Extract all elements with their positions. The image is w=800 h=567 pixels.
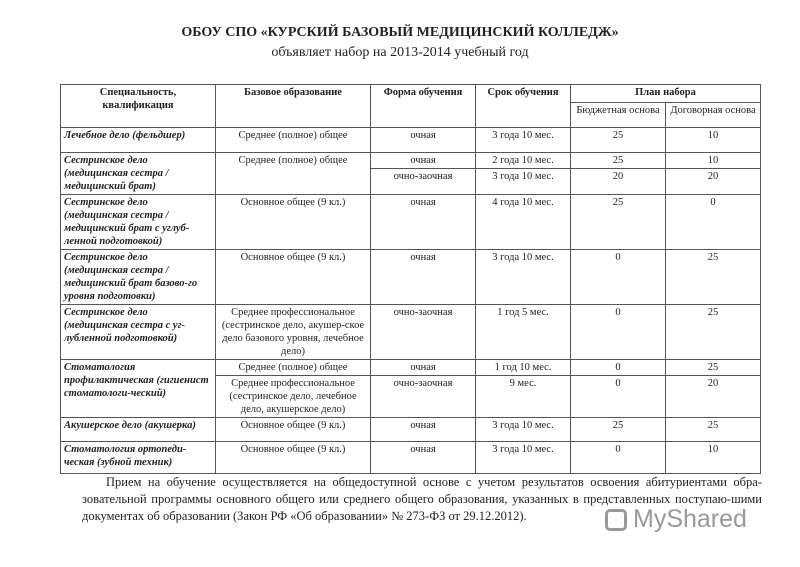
- cell-form: очная: [371, 442, 476, 474]
- cell-term: 3 года 10 мес.: [476, 250, 571, 305]
- table-row: [61, 360, 761, 376]
- cell-term: 1 год 5 мес.: [476, 305, 571, 360]
- cell-term: 3 года 10 мес.: [476, 128, 571, 153]
- cell-form2: очно-заочная: [371, 376, 476, 418]
- cell-term2: 3 года 10 мес.: [476, 169, 571, 195]
- cell-spec: Сестринское дело (медицинская сестра / медицинский брат базово-го уровня подготовки): [61, 250, 216, 305]
- document-subtitle: объявляет набор на 2013-2014 учебный год: [271, 45, 529, 60]
- cell-form: очно-заочная: [371, 305, 476, 360]
- cell-base: Основное общее (9 кл.): [216, 442, 371, 474]
- cell-budget: 0: [571, 360, 666, 376]
- cell-spec: Сестринское дело (медицинская сестра с уг-лубленной подготовкой): [61, 305, 216, 360]
- cell-budget: 0: [571, 250, 666, 305]
- cell-base: Среднее профессиональное (сестринское дело, акушер-ское дело базового уровня, лечебное дело): [216, 305, 371, 360]
- cell-spec: Лечебное дело (фельдшер): [61, 128, 216, 153]
- cell-budget2: 20: [571, 169, 666, 195]
- cell-contract: 10: [666, 128, 761, 153]
- cell-spec: Акушерское дело (акушерка): [61, 418, 216, 442]
- cell-base: Среднее (полное) общее: [216, 360, 371, 376]
- table-row: [61, 195, 761, 250]
- cell-contract: 10: [666, 153, 761, 169]
- cell-contract: 10: [666, 442, 761, 474]
- cell-form2: очно-заочная: [371, 169, 476, 195]
- cell-contract: 0: [666, 195, 761, 250]
- footer-note: Прием на обучение осуществляется на общедоступной основе с учетом результатов освоения абитуриентами обра-зовательной программы основного общего или среднего общего образования, указанных в представленных поступаю-шими документах об образовании (Закон РФ «Об образовании» № 273-ФЗ от 29.12.2012).: [82, 475, 762, 523]
- cell-spec: Сестринское дело (медицинская сестра / медицинский брат с углуб-ленной подготовкой): [61, 195, 216, 250]
- document-title: ОБОУ СПО «КУРСКИЙ БАЗОВЫЙ МЕДИЦИНСКИЙ КОЛЛЕДЖ»: [181, 25, 619, 40]
- cell-base: Среднее (полное) общее: [216, 128, 371, 153]
- cell-form: очная: [371, 418, 476, 442]
- watermark-text: MyShared: [633, 505, 747, 533]
- cell-term: 2 года 10 мес.: [476, 153, 571, 169]
- cell-term: 3 года 10 мес.: [476, 442, 571, 474]
- table-row: [61, 250, 761, 305]
- col-spec: Специальность, квалификация: [61, 85, 216, 128]
- cell-base: Среднее (полное) общее: [216, 153, 371, 195]
- watermark-logo: [605, 505, 747, 534]
- cell-contract: 25: [666, 418, 761, 442]
- cell-budget: 0: [571, 442, 666, 474]
- cell-contract: 25: [666, 360, 761, 376]
- cell-budget: 25: [571, 418, 666, 442]
- col-budget: Бюджетная основа: [571, 103, 666, 128]
- cell-form: очная: [371, 153, 476, 169]
- cell-form: очная: [371, 360, 476, 376]
- cell-budget: 25: [571, 128, 666, 153]
- table-row: [61, 153, 761, 169]
- cell-contract: 25: [666, 305, 761, 360]
- cell-spec: Стоматология профилактическая (гигиенист стоматологи-ческий): [61, 360, 216, 418]
- play-icon: [605, 509, 627, 531]
- cell-budget: 25: [571, 153, 666, 169]
- col-base: Базовое образование: [216, 85, 371, 128]
- cell-base2: Среднее профессиональное (сестринское дело, лечебное дело, акушерское дело): [216, 376, 371, 418]
- cell-term2: 9 мес.: [476, 376, 571, 418]
- table-row: [61, 305, 761, 360]
- admission-table: [60, 84, 761, 474]
- col-contract: Договорная основа: [666, 103, 761, 128]
- col-plan: План набора: [571, 85, 761, 103]
- cell-spec: Стоматология ортопеди-ческая (зубной техник): [61, 442, 216, 474]
- table-row: [61, 442, 761, 474]
- cell-form: очная: [371, 128, 476, 153]
- cell-budget2: 0: [571, 376, 666, 418]
- table-row: [61, 418, 761, 442]
- cell-term: 3 года 10 мес.: [476, 418, 571, 442]
- cell-budget: 25: [571, 195, 666, 250]
- cell-spec: Сестринское дело (медицинская сестра / медицинский брат): [61, 153, 216, 195]
- cell-contract2: 20: [666, 376, 761, 418]
- cell-base: Основное общее (9 кл.): [216, 418, 371, 442]
- col-form: Форма обучения: [371, 85, 476, 128]
- cell-base: Основное общее (9 кл.): [216, 250, 371, 305]
- cell-form: очная: [371, 195, 476, 250]
- cell-term: 4 года 10 мес.: [476, 195, 571, 250]
- cell-form: очная: [371, 250, 476, 305]
- cell-contract: 25: [666, 250, 761, 305]
- col-term: Срок обучения: [476, 85, 571, 128]
- cell-term: 1 год 10 мес.: [476, 360, 571, 376]
- cell-contract2: 20: [666, 169, 761, 195]
- table-row: [61, 128, 761, 153]
- cell-base: Основное общее (9 кл.): [216, 195, 371, 250]
- cell-budget: 0: [571, 305, 666, 360]
